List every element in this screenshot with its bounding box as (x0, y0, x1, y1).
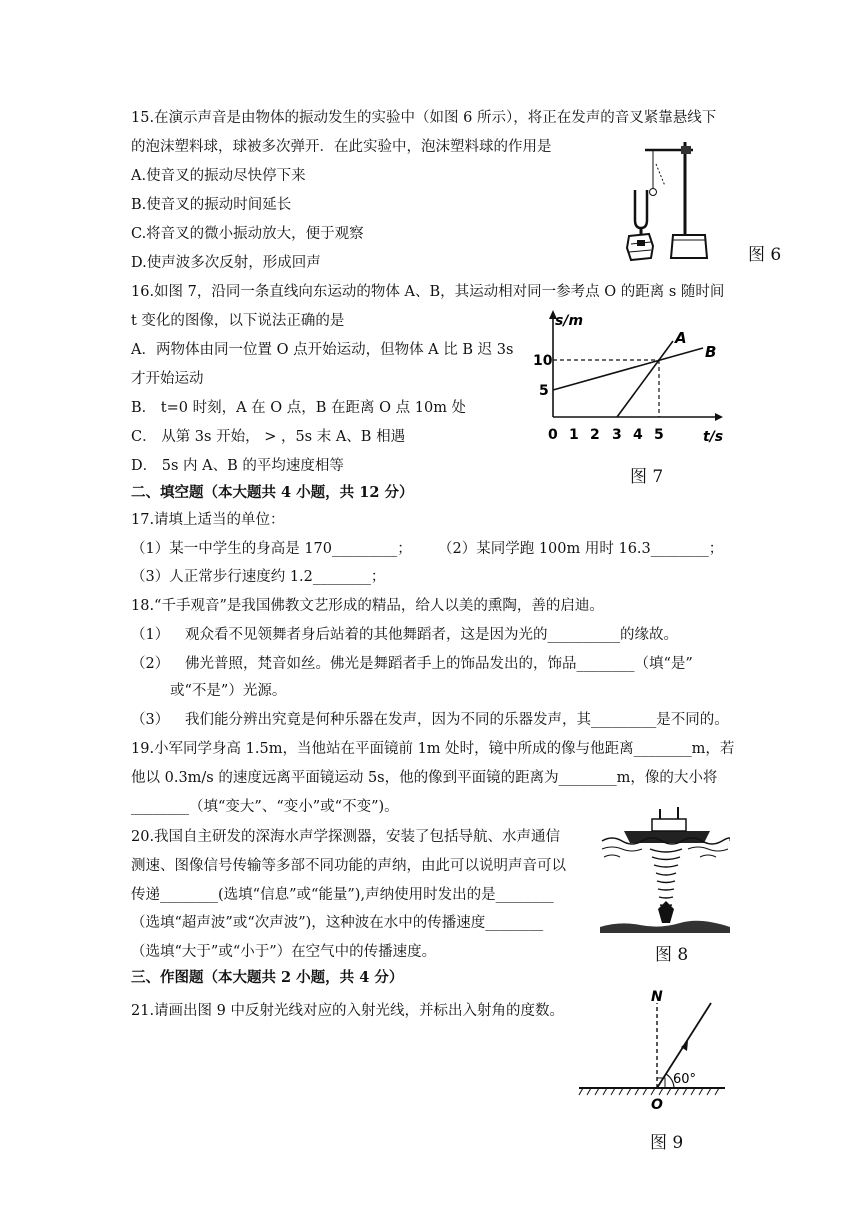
q16-option-c: C． 从第 3s 开始， > ，5s 末 A、B 相遇 (131, 429, 406, 445)
figure-8-caption: 图 8 (655, 945, 689, 965)
q15-line-2: 的泡沫塑料球，球被多次弹开．在此实验中，泡沫塑料球的作用是 (131, 139, 552, 155)
q17-part-3: （3）人正常步行速度约 1.2________； (131, 569, 386, 585)
figure-8-ship-sonar (600, 805, 730, 935)
ytick-5: 5 (539, 383, 549, 399)
q18-line-1: 18.“千手观音”是我国佛教文艺形成的精品，给人以美的熏陶，善的启迪。 (131, 598, 604, 614)
q16-option-b: B． t=0 时刻，A 在 O 点，B 在距离 O 点 10m 处 (131, 400, 467, 416)
q15-option-a: A.使音叉的振动尽快停下来 (131, 168, 306, 184)
q17-part-1: （1）某一中学生的身高是 170_________； (131, 541, 412, 557)
q16-option-a-line-1: A．两物体由同一位置 O 点开始运动，但物体 A 比 B 迟 3s (131, 342, 514, 358)
q20-line-5: （选填“大于”或“小于”）在空气中的传播速度。 (131, 944, 437, 960)
q18-part-2: 佛光普照，梵音如丝。佛光是舞蹈者手上的饰品发出的，饰品________（填“是” (185, 656, 693, 672)
q19-line-2: 他以 0.3m/s 的速度远离平面镜运动 5s，他的像到平面镜的距离为________m，像的大小将 (131, 770, 718, 786)
q16-line-2: t 变化的图像，以下说法正确的是 (131, 313, 345, 329)
xtick-4: 4 (633, 427, 643, 443)
q15-option-d: D.使声波多次反射，形成回声 (131, 255, 321, 271)
line-a-label: A (675, 329, 687, 347)
q20-line-3: 传递________(选填“信息”或“能量”),声纳使用时发出的是________ (131, 887, 554, 903)
figure-6-caption: 图 6 (748, 245, 782, 265)
q19-line-3: ________（填“变大”、“变小”或“不变”)。 (131, 799, 399, 815)
normal-label-n: N (651, 989, 663, 1005)
q18-part-2-cont: 或“不是”）光源。 (170, 683, 287, 699)
figure-9-reflection (575, 985, 735, 1120)
q19-line-1: 19.小军同学身高 1.5m，当他站在平面镜前 1m 处时，镜中所成的像与他距离________m，若 (131, 741, 735, 757)
q15-line-1: 15.在演示声音是由物体的振动发生的实验中（如图 6 所示），将正在发声的音叉紧靠悬线下 (131, 110, 717, 126)
q20-line-2: 测速、图像信号传输等多部不同功能的声纳，由此可以说明声音可以 (131, 858, 566, 874)
q16-option-a-line-2: 才开始运动 (131, 371, 204, 387)
line-b-label: B (705, 343, 717, 361)
q18-part-1: 观众看不见领舞者身后站着的其他舞蹈者，这是因为光的__________的缘故。 (185, 627, 678, 643)
q16-option-d: D． 5s 内 A、B 的平均速度相等 (131, 458, 344, 474)
q15-option-b: B.使音叉的振动时间延长 (131, 197, 292, 213)
point-label-o: O (651, 1097, 663, 1113)
q20-line-1: 20.我国自主研发的深海水声学探测器，安装了包括导航、水声通信 (131, 829, 561, 845)
xtick-5: 5 (654, 427, 664, 443)
q17-part-2: （2）某同学跑 100m 用时 16.3________； (438, 541, 724, 557)
q17-line-1: 17.请填上适当的单位： (131, 512, 285, 528)
q20-line-4: （选填“超声波”或“次声波”)，这种波在水中的传播速度________ (131, 915, 544, 931)
xtick-3: 3 (612, 427, 622, 443)
graph-xlabel: t/s (703, 429, 724, 445)
section-3-heading: 三、作图题（本大题共 2 小题，共 4 分） (131, 969, 404, 986)
xtick-1: 1 (569, 427, 579, 443)
q15-option-c: C.将音叉的微小振动放大，便于观察 (131, 226, 364, 242)
figure-7-st-graph (525, 305, 725, 450)
graph-ylabel: s/m (555, 313, 584, 329)
q16-line-1: 16.如图 7，沿同一条直线向东运动的物体 A、B，其运动相对同一参考点 O 的距离 s 随时间 (131, 284, 725, 300)
section-2-heading: 二、填空题（本大题共 4 小题，共 12 分） (131, 484, 414, 501)
q18-part-3: 我们能分辨出究竟是何种乐器在发声，因为不同的乐器发声，其_________是不同的。 (185, 712, 729, 728)
q18-num-2: （2） (131, 656, 170, 672)
q18-num-1: （1） (131, 627, 170, 643)
figure-7-caption: 图 7 (630, 467, 664, 487)
angle-label: 60° (673, 1072, 697, 1087)
figure-9-caption: 图 9 (650, 1133, 684, 1153)
q21-line-1: 21.请画出图 9 中反射光线对应的入射光线，并标出入射角的度数。 (131, 1003, 565, 1019)
xtick-0: 0 (548, 427, 558, 443)
ytick-10: 10 (533, 353, 553, 369)
xtick-2: 2 (590, 427, 600, 443)
q18-num-3: （3） (131, 712, 170, 728)
figure-6-tuning-fork (625, 140, 745, 268)
